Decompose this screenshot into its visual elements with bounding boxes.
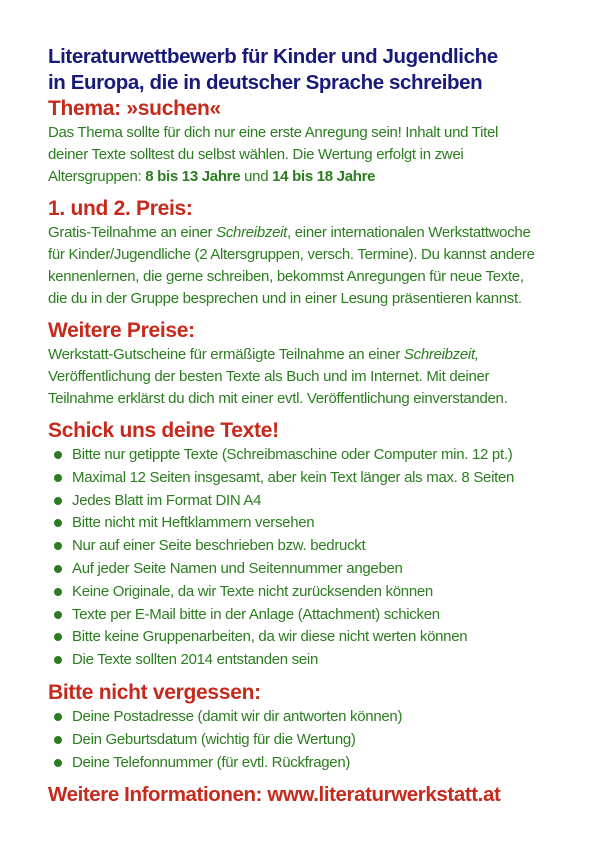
bullet-dot-icon [54, 565, 62, 573]
list-item-text: Bitte keine Gruppenarbeiten, da wir diese nicht werten können [72, 628, 468, 646]
footer-info: Weitere Informationen: www.literaturwerkstatt.at [48, 783, 501, 807]
list-item-text: Bitte nur getippte Texte (Schreibmaschine oder Computer min. 12 pt.) [72, 446, 513, 463]
list-item-text: Dein Geburtsdatum (wichtig für die Wertung) [72, 730, 356, 748]
prize-line-1-prefix: Gratis-Teilnahme an einer [48, 224, 217, 241]
theme-heading: Thema: »suchen« [48, 97, 221, 120]
more-prizes-line-1-em: Schreibzeit, [403, 346, 479, 363]
theme-line-2: deiner Texte solltest du selbst wählen. Die Wertung erfolgt in zwei [48, 146, 464, 163]
more-prizes-line-1 [48, 344, 568, 366]
age-group-2: 14 bis 18 Jahre [272, 168, 376, 185]
prize-line-1 [48, 222, 568, 244]
title-line-2: in Europa, die in deutscher Sprache schreiben [48, 71, 483, 94]
theme-line-3 [48, 166, 568, 188]
bullet-dot-icon [54, 588, 62, 596]
send-list [48, 444, 568, 672]
more-prizes-line-2: Veröffentlichung der besten Texte als Buch und im Internet. Mit deiner [48, 368, 490, 385]
list-item-text: Texte per E-Mail bitte in der Anlage (Attachment) schicken [72, 605, 440, 623]
bullet-dot-icon [54, 497, 62, 505]
bullet-dot-icon [54, 736, 62, 744]
list-item-text: Maximal 12 Seiten insgesamt, aber kein Text länger als max. 8 Seiten [72, 468, 515, 486]
prize-line-1-suffix: , einer internationalen Werkstattwoche [287, 224, 531, 241]
prize-line-2: für Kinder/Jugendliche (2 Altersgruppen, versch. Termine). Du kannst andere [48, 246, 535, 263]
prize-line-3: kennenlernen, die gerne schreiben, bekommst Anregungen für neue Texte, [48, 268, 524, 285]
bullet-dot-icon [54, 519, 62, 527]
list-item-text: Die Texte sollten 2014 entstanden sein [72, 651, 319, 669]
list-item [48, 558, 568, 581]
bullet-dot-icon [54, 474, 62, 482]
prize-line-4: die du in der Gruppe besprechen und in einer Lesung präsentieren kannst. [48, 290, 522, 307]
theme-text [48, 122, 568, 188]
remember-heading: Bitte nicht vergessen: [48, 680, 261, 704]
list-item-text: Deine Postadresse (damit wir dir antworten können) [72, 707, 403, 725]
title-line-1: Literaturwettbewerb für Kinder und Jugendliche [48, 45, 498, 68]
prize-heading: 1. und 2. Preis: [48, 197, 193, 220]
bullet-dot-icon [54, 611, 62, 619]
bullet-dot-icon [54, 542, 62, 550]
theme-line-1: Das Thema sollte für dich nur eine erste Anregung sein! Inhalt und Titel [48, 124, 499, 141]
list-item-text: Auf jeder Seite Namen und Seitennummer angeben [72, 559, 403, 577]
bullet-dot-icon [54, 713, 62, 721]
spacer [48, 310, 568, 318]
list-item-text: Bitte nicht mit Heftklammern versehen [72, 514, 315, 532]
list-item [48, 752, 568, 775]
spacer [48, 188, 568, 196]
bullet-dot-icon [54, 759, 62, 767]
list-item [48, 626, 568, 649]
flyer-page [48, 44, 568, 808]
more-prizes-line-3: Teilnahme erklärst du dich mit einer evtl. Veröffentlichung einverstanden. [48, 390, 508, 407]
theme-line-3-and: und [240, 168, 273, 185]
list-item [48, 512, 568, 535]
bullet-dot-icon [54, 656, 62, 664]
theme-line-3-prefix: Altersgruppen: [48, 168, 146, 185]
list-item-text: Deine Telefonnummer (für evtl. Rückfragen) [72, 753, 351, 771]
list-item [48, 729, 568, 752]
list-item [48, 490, 568, 513]
list-item [48, 581, 568, 604]
list-item [48, 604, 568, 627]
age-group-1: 8 bis 13 Jahre [145, 168, 241, 185]
list-item-text: Nur auf einer Seite beschrieben bzw. bedruckt [72, 537, 366, 555]
spacer [48, 672, 568, 680]
list-item [48, 706, 568, 729]
list-item [48, 467, 568, 490]
more-prizes-heading: Weitere Preise: [48, 319, 195, 342]
prize-text [48, 222, 568, 310]
bullet-dot-icon [54, 451, 62, 459]
list-item-text: Keine Originale, da wir Texte nicht zurücksenden können [72, 582, 433, 600]
list-item-text: Jedes Blatt im Format DIN A4 [72, 491, 262, 509]
list-item [48, 444, 568, 467]
page-title [48, 44, 568, 96]
more-prizes-text [48, 344, 568, 410]
list-item [48, 649, 568, 672]
more-prizes-line-1-prefix: Werkstatt-Gutscheine für ermäßigte Teilnahme an einer [48, 346, 404, 363]
bullet-dot-icon [54, 633, 62, 641]
send-heading: Schick uns deine Texte! [48, 419, 279, 442]
spacer [48, 774, 568, 782]
remember-list [48, 706, 568, 774]
list-item [48, 535, 568, 558]
spacer [48, 410, 568, 418]
prize-line-1-em: Schreibzeit [216, 224, 288, 241]
